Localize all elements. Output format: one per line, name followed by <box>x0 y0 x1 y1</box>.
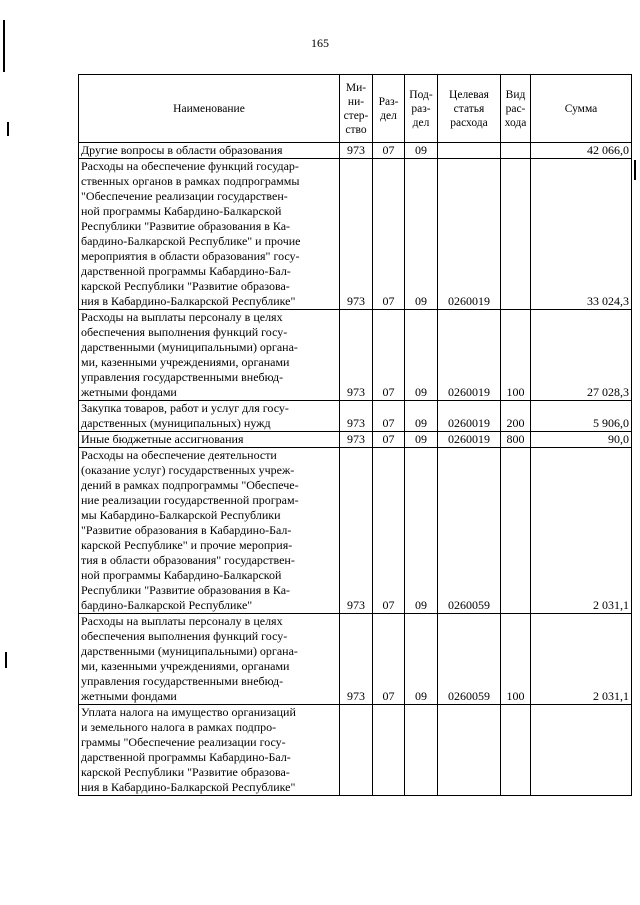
table-row <box>79 705 632 796</box>
table-row <box>79 159 632 310</box>
row-name: Закупка товаров, работ и услуг для госу- дарственных (муниципальных) нужд <box>79 401 340 432</box>
row-amount: 2 031,1 <box>531 614 632 705</box>
header-expense-type: Вид рас- хода <box>501 75 531 143</box>
row-ministry: 973 <box>340 448 373 614</box>
row-amount: 5 906,0 <box>531 401 632 432</box>
row-name: Расходы на выплаты персоналу в целях обеспечения выполнения функций госу- дарственными (муниципальными) органа- ми, казенными учреждениями, органами управления государственными внебюд- жетными фондами <box>79 614 340 705</box>
row-ministry: 973 <box>340 614 373 705</box>
header-target-article: Целевая статья расхода <box>438 75 501 143</box>
row-ministry: 973 <box>340 401 373 432</box>
scan-edge-mark-top-left <box>3 20 5 72</box>
row-section: 07 <box>373 401 405 432</box>
row-expense-type: 100 <box>501 310 531 401</box>
row-target-article: 0260059 <box>438 614 501 705</box>
row-target-article: 0260059 <box>438 448 501 614</box>
row-amount <box>531 705 632 796</box>
header-amount: Сумма <box>531 75 632 143</box>
row-name: Иные бюджетные ассигнования <box>79 432 340 448</box>
row-target-article: 0260019 <box>438 401 501 432</box>
header-ministry: Ми- ни- стер- ство <box>340 75 373 143</box>
row-subsection: 09 <box>405 614 438 705</box>
row-section: 07 <box>373 143 405 159</box>
row-section: 07 <box>373 448 405 614</box>
row-target-article: 0260019 <box>438 310 501 401</box>
row-ministry: 973 <box>340 143 373 159</box>
row-subsection: 09 <box>405 448 438 614</box>
row-amount: 33 024,3 <box>531 159 632 310</box>
scan-edge-mark-left <box>7 122 9 136</box>
row-amount: 2 031,1 <box>531 448 632 614</box>
row-expense-type <box>501 448 531 614</box>
scan-edge-mark-bottom-left <box>5 652 7 668</box>
row-section: 07 <box>373 614 405 705</box>
table-row <box>79 143 632 159</box>
table-row <box>79 401 632 432</box>
row-name: Другие вопросы в области образования <box>79 143 340 159</box>
row-ministry: 973 <box>340 159 373 310</box>
table-row <box>79 614 632 705</box>
row-subsection <box>405 705 438 796</box>
table-row <box>79 432 632 448</box>
row-section <box>373 705 405 796</box>
row-amount: 27 028,3 <box>531 310 632 401</box>
row-expense-type <box>501 143 531 159</box>
row-name: Расходы на выплаты персоналу в целях обеспечения выполнения функций госу- дарственными (муниципальными) органа- ми, казенными учреждениями, органами управления государственными внебюд- жетными фондами <box>79 310 340 401</box>
row-name: Расходы на обеспечение деятельности (оказание услуг) государственных учреж- дений в рамках подпрограммы "Обеспече- ние реализации государственной програм- мы Кабардино-Балкарской Республики "Развитие образования в Кабардино-Бал- карской Республике" и прочие мероприя- тия в области образования" государствен- ной программы Кабардино-Балкарской Республики "Развитие образования в Ка- бардино-Балкарской Республике" <box>79 448 340 614</box>
row-expense-type: 200 <box>501 401 531 432</box>
row-amount: 90,0 <box>531 432 632 448</box>
row-ministry <box>340 705 373 796</box>
row-ministry: 973 <box>340 432 373 448</box>
row-subsection: 09 <box>405 432 438 448</box>
budget-table <box>78 74 632 796</box>
header-subsection: Под- раз- дел <box>405 75 438 143</box>
row-subsection: 09 <box>405 159 438 310</box>
row-expense-type <box>501 705 531 796</box>
row-subsection: 09 <box>405 401 438 432</box>
table-row <box>79 448 632 614</box>
header-section: Раз- дел <box>373 75 405 143</box>
row-target-article <box>438 705 501 796</box>
row-target-article <box>438 143 501 159</box>
row-subsection: 09 <box>405 310 438 401</box>
row-ministry: 973 <box>340 310 373 401</box>
row-target-article: 0260019 <box>438 432 501 448</box>
row-subsection: 09 <box>405 143 438 159</box>
row-section: 07 <box>373 432 405 448</box>
row-name: Уплата налога на имущество организаций и земельного налога в рамках подпро- граммы "Обеспечение реализации госу- дарственной программы Кабардино-Бал- карской Республики "Развитие образова- ния в Кабардино-Балкарской Республике" <box>79 705 340 796</box>
row-expense-type: 800 <box>501 432 531 448</box>
row-amount: 42 066,0 <box>531 143 632 159</box>
row-section: 07 <box>373 159 405 310</box>
row-target-article: 0260019 <box>438 159 501 310</box>
table-header-row <box>79 75 632 143</box>
row-expense-type: 100 <box>501 614 531 705</box>
table-row <box>79 310 632 401</box>
scan-edge-mark-right <box>634 160 636 180</box>
page-number: 165 <box>311 36 329 50</box>
header-name: Наименование <box>79 75 340 143</box>
row-expense-type <box>501 159 531 310</box>
row-name: Расходы на обеспечение функций государ- ственных органов в рамках подпрограммы "Обеспечение реализации государствен- ной программы Кабардино-Балкарской Республики "Развитие образования в Ка- бардино-Балкарской Республике" и прочие мероприятия в области образования" госу- дарственной программы Кабардино-Бал- карской Республики "Развитие образова- ния в Кабардино-Балкарской Республике" <box>79 159 340 310</box>
row-section: 07 <box>373 310 405 401</box>
